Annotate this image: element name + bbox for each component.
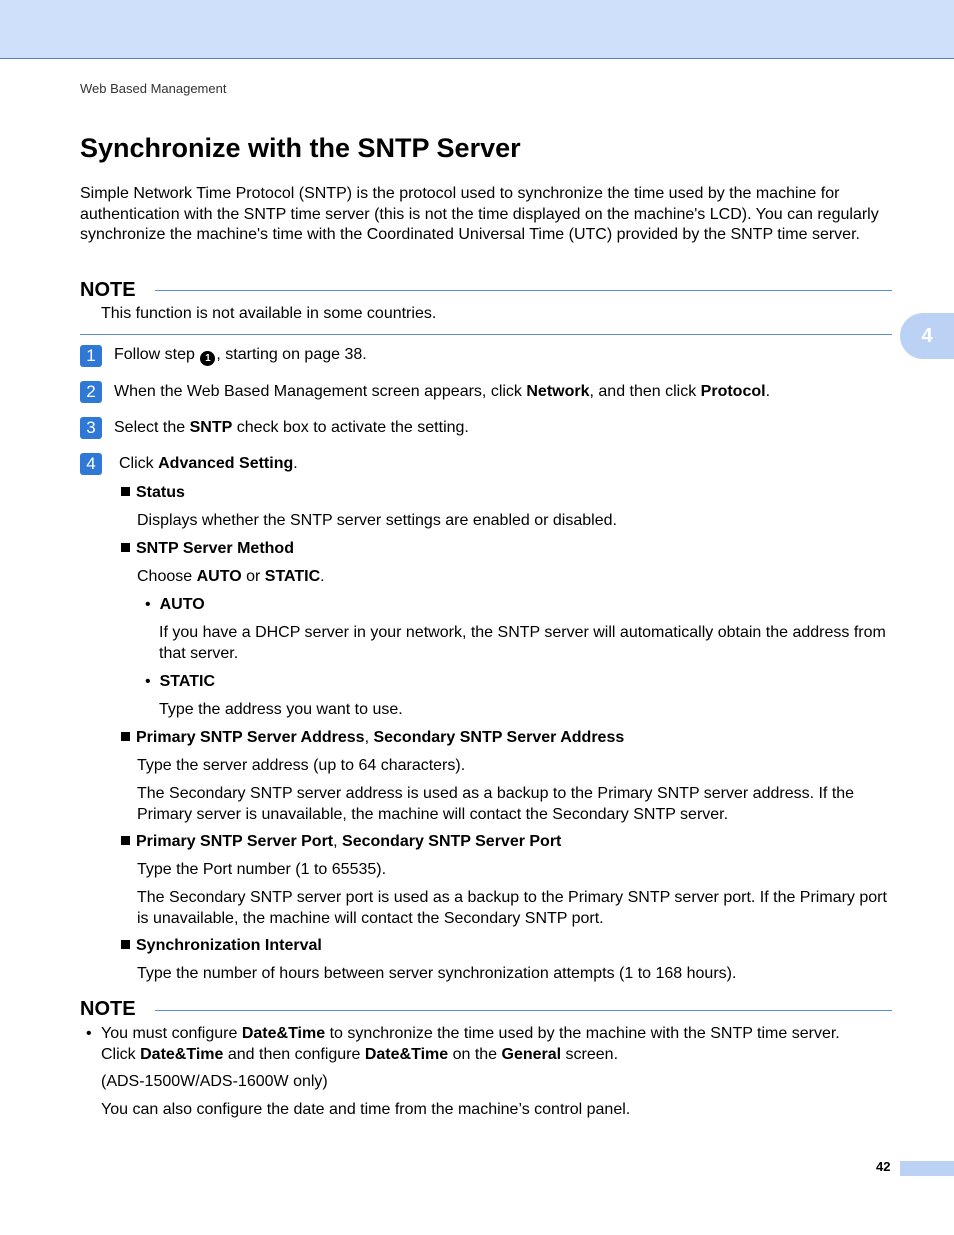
square-bullet-icon [121,487,130,496]
square-bullet-icon [121,543,130,552]
setting-method-heading: SNTP Server Method [121,540,294,558]
step-3 [80,417,469,439]
setting-method-desc: Choose AUTO or STATIC. [137,568,325,585]
setting-port-backup-desc: The Secondary SNTP server port is used as a backup to the Primary SNTP server port. If the Primary port is unavailable, the machine will contact the Secondary SNTP port. [137,889,887,927]
step-4-text: Click Advanced Setting. [119,455,298,472]
setting-port-heading: Primary SNTP Server Port, Secondary SNTP Server Port [121,833,561,851]
note-models: (ADS-1500W/ADS-1600W only) [101,1073,328,1090]
setting-status-desc: Displays whether the SNTP server settings are enabled or disabled. [137,512,617,529]
option-static-desc: Type the address you want to use. [159,701,403,718]
setting-interval-desc: Type the number of hours between server synchronization attempts (1 to 168 hours). [137,965,737,982]
square-bullet-icon [121,940,130,949]
square-bullet-icon [121,836,130,845]
setting-address-backup-desc: The Secondary SNTP server address is used as a backup to the Primary SNTP server address. If the Primary server is unavailable, the machine will contact the Secondary SNTP server. [137,785,855,823]
option-static-heading: • STATIC [145,673,216,690]
setting-status-heading: Status [121,484,185,502]
note-bullet: • [86,1025,92,1042]
square-bullet-icon [121,732,130,741]
step-4 [80,453,298,475]
step-1-text: Follow step 1 , starting on page 38. [114,346,367,364]
step-1 [80,345,367,367]
note-control-panel: You can also configure the date and time from the machine’s control panel. [101,1101,631,1118]
setting-address-heading: Primary SNTP Server Address, Secondary SNTP Server Address [121,729,624,747]
page-tab [900,1161,954,1176]
note-bottom-rule [80,334,892,335]
page-title: Synchronize with the SNTP Server [80,133,521,163]
note-rule [155,290,892,291]
setting-interval-heading: Synchronization Interval [121,937,322,955]
note-rule [155,1010,892,1011]
step-number-3: 3 [80,417,102,439]
running-header: Web Based Management [80,81,227,96]
step-number-4: 4 [80,453,102,475]
setting-port-desc: Type the Port number (1 to 65535). [137,861,387,878]
step-2-text: When the Web Based Management screen appears, click Network, and then click Protocol. [114,383,771,400]
option-auto-heading: • AUTO [145,596,205,613]
step-2 [80,381,770,403]
page-number: 42 [876,1159,891,1174]
top-header-band [0,0,954,59]
step-3-text: Select the SNTP check box to activate the setting. [114,419,469,436]
step-number-1: 1 [80,345,102,367]
note-heading: NOTE [80,279,136,301]
step-number-2: 2 [80,381,102,403]
note-heading: NOTE [80,998,136,1020]
intro-paragraph: Simple Network Time Protocol (SNTP) is the protocol used to synchronize the time used by the machine for authentication with the SNTP time server (this is not the time displayed on the machine's LCD). You can regularly synchronize the machine's time with the Coordinated Universal Time (UTC) provided by the SNTP time server. [80,185,879,243]
chapter-tab: 4 [900,313,954,359]
step-reference-badge: 1 [200,351,215,366]
note-text: This function is not available in some countries. [101,305,437,322]
option-auto-desc: If you have a DHCP server in your network, the SNTP server will automatically obtain the address from that server. [159,624,886,662]
setting-address-desc: Type the server address (up to 64 characters). [137,757,466,774]
note-datetime-text: You must configure Date&Time to synchronize the time used by the machine with the SNTP time server. Click Date&Time and then configure Date&Time on the General screen. [101,1025,840,1063]
